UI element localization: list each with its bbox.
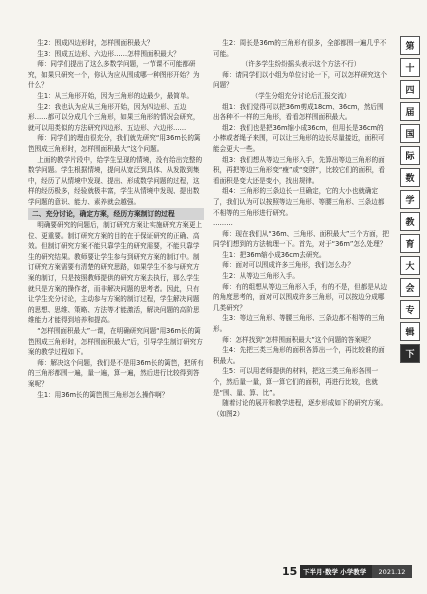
sidebar-char: 届 <box>400 102 420 121</box>
paragraph: 生1：把36m缩小成36cm去研究。 <box>222 250 326 259</box>
magazine-name: 下半月·数学 小学教学 <box>300 565 398 578</box>
sidebar-char: 会 <box>400 278 420 297</box>
sidebar-char: 四 <box>400 80 420 99</box>
sidebar-char: 教 <box>400 212 420 231</box>
sidebar-char: 际 <box>400 146 420 165</box>
sidebar-char: 大 <box>400 256 420 275</box>
paragraph: （许多学生纷纷摇头表示这个方法不行） <box>241 60 361 69</box>
paragraph: 师：请同学们以小组为单位讨论一下，可以怎样研究这个问题？ <box>213 70 388 90</box>
right-column <box>213 38 389 419</box>
paragraph: 生3：等边三角形、等腰三角形、三条边都不相等的三角形。 <box>213 314 385 334</box>
sidebar-char: 国 <box>400 124 420 143</box>
paragraph: 生3：围成五边形、六边形……怎样围面积最大？ <box>37 49 180 58</box>
left-column <box>28 38 204 400</box>
issue-date: 2021.12 <box>372 565 412 578</box>
page-number: 15 <box>282 565 298 578</box>
paragraph: 随着讨论的展开和教学进程，逐步形成如下的研究方案。（如图2） <box>213 399 388 418</box>
paragraph: 生4：先把三类三角形的面积各算出一个，再比较谁的面积最大。 <box>213 346 385 365</box>
paragraph: 生2：我也认为应从三角形开始，因为四边形、五边形……都可以分成几个三角形，如果三角形的情况会研究，就可以用类似的方法研究四边形、五边形、六边形…… <box>28 102 200 132</box>
paragraph: 师：有的组想从等边三角形入手，有的不是，但都是从边的角度思考的，面对可以围成许多三角形，可以按边分成哪几类研究？ <box>213 282 388 312</box>
paragraph: 师：解决这个问题，我们是不是用36m长的篱笆，把所有的三角形都围一遍，量一遍，算一遍，然后进行比较得到答案呢？ <box>28 358 204 388</box>
paragraph: 师：同学们提出了这么多数学问题，一节课不可能都研究，如果只研究一个，你认为应从围成哪一种图形开始？为什么？ <box>28 60 200 90</box>
paragraph: （学生分组充分讨论后汇报交流） <box>251 91 351 100</box>
paragraph: 生1：用36m长的篱笆围三角形怎么操作啊？ <box>37 390 169 399</box>
sidebar-char: 数 <box>400 168 420 187</box>
paragraph: 组1：我们觉得可以把36m剪成18cm、36cm，然后围出各种不一样的三角形，看看怎样围面积最大。 <box>213 102 384 122</box>
section-heading: 二、充分讨论，确定方案，经历方案制订的过程 <box>28 208 204 221</box>
page-footer <box>0 563 427 583</box>
paragraph: 师：同学们的理由很充分，我们就先研究“用36m长的篱笆围成三角形时，怎样围面积最大”这个问题。 <box>28 134 201 153</box>
sidebar-char: 育 <box>400 234 420 253</box>
paragraph: 组4：三角形的三条边长一旦确定，它的大小也就确定了，我们认为可以按照等边三角形、等腰三角形、三条边都不相等的三角形进行研究。 <box>213 187 385 217</box>
paragraph: 组3：我们想从等边三角形入手，先算出等边三角形的面积，再把等边三角形变“瘦”或“变胖”，比较它们的面积，看看面积是变大还是变小，找出规律。 <box>213 155 385 185</box>
paragraph: ……… <box>213 219 233 228</box>
paragraph: 组2：我们也是把36m缩小成36cm，但用长是36cm的小棒或者绳子来围，可以让三角形的边长尽量接近，面积可能会更大一些。 <box>213 123 385 153</box>
sidebar-char: 第 <box>400 36 420 55</box>
paragraph: 生5：可以用老师提供的材料，把这三类三角形各围一个，然后量一量，算一算它们的面积，再进行比较，也就是“围、量、算、比”。 <box>213 367 379 397</box>
sidebar-char: 十 <box>400 58 420 77</box>
paragraph: “怎样围面积最大”一课，在明确研究问题“用36m长的篱笆围成三角形时，怎样围面积最大”后，引导学生制订研究方案的教学过程如下。 <box>28 327 203 357</box>
paragraph: 师：怎样找到“怎样围面积最大”这个问题的答案呢？ <box>222 335 375 344</box>
paragraph: 明确要研究的问题后，制订研究方案让实施研究方案更上位、更重要。制订研究方案的目的在于保证研究的正确、高效。但制订研究方案不能只靠学生的研究需要，不能只靠学生的研究结果。教师要让学生参与到研究方案的制订中。制订研究方案需要有清楚的研究思路，如果学生不参与研究方案的制订，只是按照教师提供的研究方案去执行，那么学生就只是方案的操作者，而非解决问题的思考者。因此，只有让学生充分讨论，主动参与方案的制订过程，学生解决问题的思想、思维、策略、方法等才能激活，解决问题的高阶思维能力才能得到培养和提高。 <box>28 221 203 325</box>
paragraph: 师：现在我们从“36m、三角形、面积最大”三个方面，把同学们想到的方法梳理一下。首先，对于“36m”怎么处理？ <box>213 229 389 249</box>
paragraph: 生2：从等边三角形入手。 <box>222 272 299 281</box>
paragraph: 生2：周长是36m的三角形有很多，全部都围一遍几乎不可能。 <box>213 39 387 58</box>
sidebar-char: 专 <box>400 300 420 319</box>
paragraph: 生1：从三角形开始，因为三角形的边最少，最简单。 <box>37 91 194 100</box>
sidebar-char: 学 <box>400 190 420 209</box>
paragraph: 生2：围成四边形时，怎样围面积最大？ <box>37 39 154 47</box>
paragraph: 师：面对可以围成许多三角形，我们怎么办？ <box>222 261 355 270</box>
paragraph: 上面的教学片段中，给学生呈现的情境，没有给出完整的数学问题。学生根据情境，提问从宽泛到具体、从发散到集中，经历了从情境中发现、提出、形成数学问题的过程，这样的经历极多，经验就极丰富，学生从情境中发现、提出数学问题的意识、能力、素养就会越强。 <box>28 155 203 206</box>
sidebar-vertical-title <box>399 36 421 363</box>
sidebar-char: 下 <box>400 344 420 363</box>
sidebar-char: 辑 <box>400 322 420 341</box>
